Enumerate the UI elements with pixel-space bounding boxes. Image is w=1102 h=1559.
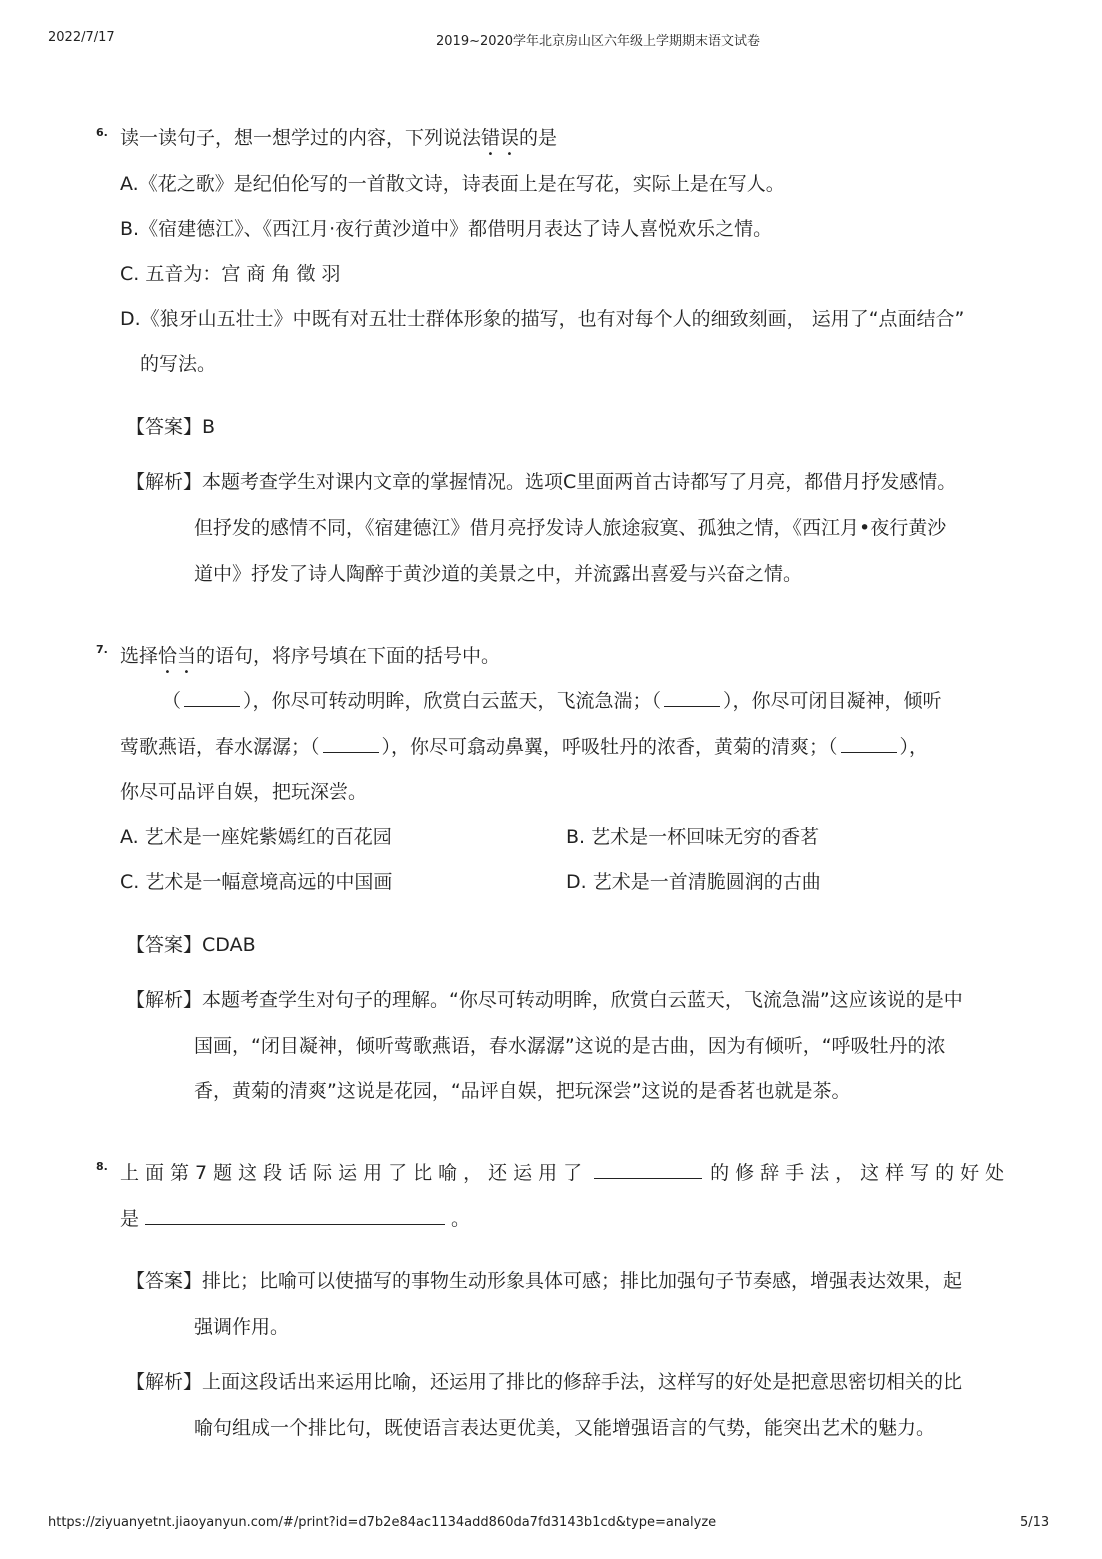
analysis-line: 但抒发的感情不同，《宿建德江》借月亮抒发诗人旅途寂寞、孤独之情，《西江月•夜行黄沙 — [194, 517, 947, 539]
answer-block — [126, 1268, 962, 1294]
question-stem-continued: 是 。 — [120, 1208, 471, 1230]
footer-url[interactable]: https://ziyuanyetnt.jiaoyanyun.com/#/print?id=d7b2e84ac1134add860da7fd3143b1cd&type=analyze — [48, 1515, 717, 1530]
emphasis-text: 错误 — [481, 127, 520, 149]
option-d: D.《狼牙山五壮士》中既有对五壮士群体形象的描写，也有对每个人的细致刻画， 运用了“点面结合” — [120, 308, 965, 330]
option-c: C. 五音为：宫 商 角 徵 羽 — [120, 263, 341, 285]
analysis-label: 【解析】 — [126, 1371, 203, 1393]
answer-text: 排比；比喻可以使描写的事物生动形象具体可感；排比加强句子节奏感，增强表达效果，起 — [202, 1270, 963, 1292]
analysis-label: 【解析】 — [126, 989, 203, 1011]
question-stem: 读一读句子，想一想学过的内容，下列说法错误的是 — [120, 127, 558, 149]
fill-blank[interactable] — [841, 734, 897, 753]
analysis-label: 【解析】 — [126, 471, 203, 493]
question-stem: 上面第7题这段话际运用了比喻，还运用了 的修辞手法，这样写的好处 — [120, 1162, 1011, 1184]
option-d-continued: 的写法。 — [140, 353, 217, 375]
analysis-block: 【解析】本题考查学生对课内文章的掌握情况。选项C里面两首古诗都写了月亮，都借月抒发感情。 — [126, 471, 957, 493]
answer-label: 【答案】 — [126, 1270, 203, 1292]
question-stem: 选择恰当的语句，将序号填在下面的括号中。 — [120, 645, 501, 667]
option-c: C. 艺术是一幅意境高远的中国画 — [120, 871, 393, 893]
analysis-line: 喻句组成一个排比句，既使语言表达更优美，又能增强语言的气势，能突出艺术的魅力。 — [194, 1417, 936, 1439]
fill-blank[interactable] — [145, 1206, 445, 1225]
answer-label: 【答案】 — [126, 416, 203, 438]
passage-line: 你尽可品评自娱，把玩深尝。 — [120, 781, 368, 803]
analysis-block: 【解析】本题考查学生对句子的理解。“你尽可转动明眸，欣赏白云蓝天，飞流急湍”这应该说的是中 — [126, 989, 963, 1011]
analysis-line: 国画，“闭目凝神，倾听莺歌燕语，春水潺潺”这说的是古曲，因为有倾听，“呼吸牡丹的浓 — [194, 1035, 946, 1057]
passage-line: （ ），你尽可转动明眸，欣赏白云蓝天，飞流急湍；（ ），你尽可闭目凝神，倾听 — [162, 690, 942, 712]
emphasis-text: 恰当 — [158, 645, 197, 667]
analysis-line: 道中》抒发了诗人陶醉于黄沙道的美景之中，并流露出喜爱与兴奋之情。 — [194, 563, 803, 585]
analysis-block: 【解析】上面这段话出来运用比喻，还运用了排比的修辞手法，这样写的好处是把意思密切相关的比 — [126, 1371, 963, 1393]
passage-line: 莺歌燕语，春水潺潺；（ ），你尽可翕动鼻翼，呼吸牡丹的浓香，黄菊的清爽；（ ）， — [120, 736, 929, 758]
answer-label: 【答案】 — [126, 934, 203, 956]
analysis-line: 香，黄菊的清爽”这说是花园，“品评自娱，把玩深尝”这说的是香茗也就是茶。 — [194, 1080, 851, 1102]
answer-line: 强调作用。 — [194, 1316, 290, 1338]
option-a: A. 艺术是一座姹紫嫣红的百花园 — [120, 826, 392, 848]
fill-blank[interactable] — [184, 688, 240, 707]
question-number: 7. — [96, 643, 108, 656]
answer-block — [126, 414, 215, 440]
question-number: 8. — [96, 1160, 108, 1173]
option-b: B. 艺术是一杯回味无穷的香茗 — [566, 826, 820, 848]
option-a: A.《花之歌》是纪伯伦写的一首散文诗，诗表面上是在写花，实际上是在写人。 — [120, 173, 785, 195]
fill-blank[interactable] — [594, 1160, 702, 1179]
page-number: 5/13 — [1020, 1515, 1050, 1530]
option-d: D. 艺术是一首清脆圆润的古曲 — [566, 871, 821, 893]
answer-block — [126, 932, 256, 958]
answer-text: B — [202, 416, 216, 438]
fill-blank[interactable] — [323, 734, 379, 753]
question-number: 6. — [96, 126, 108, 139]
header-date: 2022/7/17 — [48, 30, 115, 45]
answer-text: CDAB — [202, 934, 256, 956]
fill-blank[interactable] — [664, 688, 720, 707]
option-b: B.《宿建德江》、《西江月·夜行黄沙道中》都借明月表达了诗人喜悦欢乐之情。 — [120, 218, 773, 240]
header-title: 2019~2020学年北京房山区六年级上学期期末语文试卷 — [436, 34, 761, 49]
